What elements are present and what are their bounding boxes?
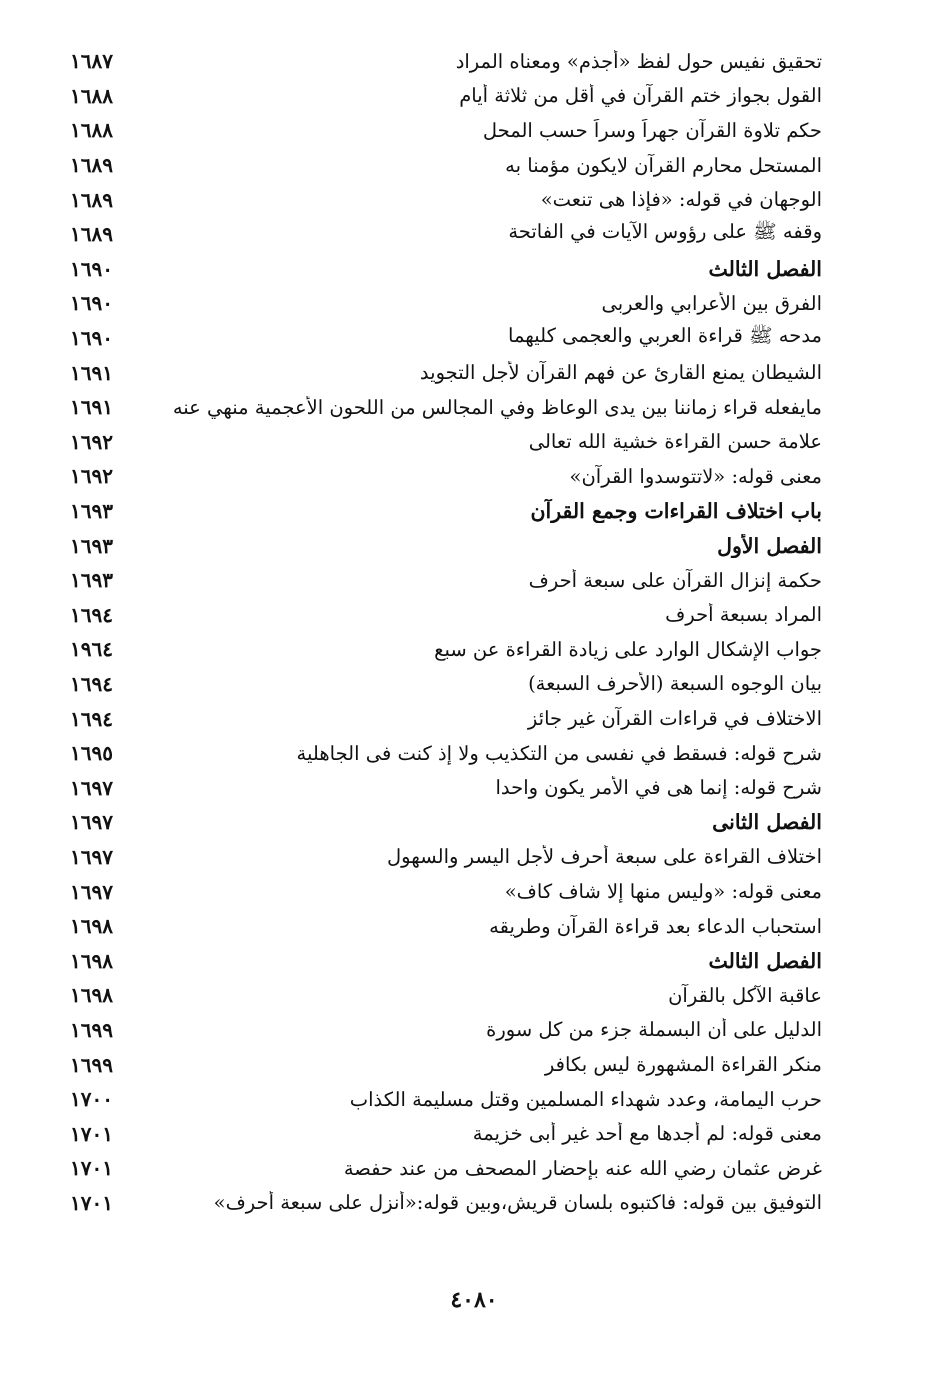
toc-page-number: ١٦٩٧ — [70, 844, 113, 869]
page-number-footer: ٤٠٨٠ — [450, 1287, 498, 1313]
toc-entry-title: حكمة إنزال القرآن على سبعة أحرف — [528, 568, 822, 592]
toc-entry-title: الوجهان في قوله: «فإذا هى تنعت» — [540, 188, 822, 212]
toc-entry-row — [70, 1013, 822, 1048]
toc-entry-title: معنى قوله: لم أجدها مع أحد غير أبى خزيمة — [472, 1122, 822, 1146]
toc-page-number: ١٦٩٧ — [70, 810, 113, 835]
toc-entry-row — [70, 736, 822, 771]
toc-entry-row — [70, 1082, 822, 1117]
toc-entry-title: المراد بسبعة أحرف — [665, 603, 822, 627]
toc-entry-row — [70, 390, 822, 425]
toc-page-number: ١٦٨٩ — [70, 153, 113, 178]
toc-page-number: ١٦٩١ — [70, 395, 113, 420]
toc-page-number: ١٦٩٩ — [70, 1052, 113, 1077]
toc-entry-title: الدليل على أن البسملة جزء من كل سورة — [486, 1018, 822, 1042]
toc-entry-row — [70, 321, 822, 356]
toc-page-number: ١٧٠٠ — [70, 1087, 113, 1112]
toc-heading-row — [70, 528, 822, 563]
toc-section-heading: الفصل الأول — [717, 533, 822, 558]
toc-entry-row — [70, 459, 822, 494]
toc-entry-row — [70, 632, 822, 667]
toc-section-heading: الفصل الثالث — [708, 948, 822, 973]
toc-entry-title: القول بجواز ختم القرآن في أقل من ثلاثة أيام — [459, 84, 822, 108]
toc-entry-title: علامة حسن القراءة خشية الله تعالى — [528, 430, 822, 454]
toc-entry-title: تحقيق نفيس حول لفظ «أجذم» ومعناه المراد — [455, 49, 822, 73]
toc-entry-row — [70, 425, 822, 460]
toc-page-number: ١٦٩٧ — [70, 879, 113, 904]
toc-entry-row — [70, 667, 822, 702]
toc-entry-title: منكر القراءة المشهورة ليس بكافر — [544, 1053, 822, 1077]
toc-page-number: ١٧٠١ — [70, 1190, 113, 1215]
toc-page-number: ١٦٩٤ — [70, 602, 113, 627]
toc-entry-title: استحباب الدعاء بعد قراءة القرآن وطريقه — [489, 914, 822, 938]
toc-entry-row — [70, 1186, 822, 1221]
toc-entry-row — [70, 113, 822, 148]
toc-page-number: ١٦٩٤ — [70, 671, 113, 696]
table-of-contents — [70, 44, 822, 1220]
toc-page-number: ١٦٩٢ — [70, 464, 113, 489]
toc-entry-title: الشيطان يمنع القارئ عن فهم القرآن لأجل التجويد — [419, 361, 822, 385]
toc-page-number: ١٦٩٣ — [70, 533, 113, 558]
toc-entry-row — [70, 840, 822, 875]
toc-entry-title: الفرق بين الأعرابي والعربى — [601, 291, 822, 315]
toc-entry-title: شرح قوله: فسقط في نفسى من التكذيب ولا إذ كنت فى الجاهلية — [296, 741, 822, 765]
toc-entry-title: بيان الوجوه السبعة (الأحرف السبعة) — [528, 672, 822, 696]
toc-section-heading: الفصل الثالث — [708, 256, 822, 281]
toc-entry-row — [70, 598, 822, 633]
toc-entry-title: معنى قوله: «لاتتوسدوا القرآن» — [569, 464, 822, 488]
toc-page-number: ١٦٨٩ — [70, 187, 113, 212]
toc-page-number: ١٦٨٧ — [70, 49, 113, 74]
toc-entry-title: مدحه ﷺ قراءة العربي والعجمى كليهما — [508, 324, 822, 348]
toc-page-number: ١٦٩٣ — [70, 568, 113, 593]
toc-page-number: ١٦٩٧ — [70, 775, 113, 800]
toc-page-number: ١٦٩٣ — [70, 499, 113, 524]
toc-entry-title: وقفه ﷺ على رؤوس الآيات في الفاتحة — [508, 220, 822, 244]
toc-page-number: ١٦٩٨ — [70, 983, 113, 1008]
toc-entry-row — [70, 79, 822, 114]
toc-entry-row — [70, 44, 822, 79]
toc-entry-title: جواب الإشكال الوارد على زيادة القراءة عن سبع — [434, 637, 822, 661]
toc-heading-row — [70, 494, 822, 529]
toc-entry-title: غرض عثمان رضي الله عنه بإحضار المصحف من عند حفصة — [343, 1156, 822, 1180]
toc-section-heading: باب اختلاف القراءات وجمع القرآن — [530, 499, 822, 524]
toc-entry-row — [70, 563, 822, 598]
toc-entry-row — [70, 1151, 822, 1186]
toc-page-number: ١٦٩٩ — [70, 1017, 113, 1042]
toc-entry-row — [70, 182, 822, 217]
toc-entry-row — [70, 978, 822, 1013]
toc-page-number: ١٧٠١ — [70, 1121, 113, 1146]
toc-page-number: ١٦٩٠ — [70, 326, 113, 351]
toc-entry-row — [70, 217, 822, 252]
toc-entry-title: حرب اليمامة، وعدد شهداء المسلمين وقتل مسليمة الكذاب — [349, 1087, 822, 1111]
toc-entry-title: التوفيق بين قوله: فاكتبوه بلسان قريش،وبين قوله:«أنزل على سبعة أحرف» — [213, 1191, 822, 1215]
toc-page-number: ١٦٩٨ — [70, 914, 113, 939]
toc-heading-row — [70, 252, 822, 287]
toc-page-number: ١٩٦٤ — [70, 637, 113, 662]
toc-page-number: ١٦٨٨ — [70, 83, 113, 108]
toc-entry-title: الاختلاف في قراءات القرآن غير جائز — [527, 707, 822, 731]
toc-page-number: ١٦٩٨ — [70, 948, 113, 973]
toc-page-number: ١٧٠١ — [70, 1156, 113, 1181]
toc-entry-row — [70, 701, 822, 736]
toc-entry-title: اختلاف القراءة على سبعة أحرف لأجل اليسر والسهول — [387, 845, 822, 869]
toc-heading-row — [70, 943, 822, 978]
toc-entry-title: شرح قوله: إنما هى في الأمر يكون واحدا — [495, 776, 822, 800]
toc-page-number: ١٦٩٤ — [70, 706, 113, 731]
toc-entry-title: عاقبة الآكل بالقرآن — [668, 983, 822, 1007]
toc-page-number: ١٦٩٢ — [70, 429, 113, 454]
toc-entry-row — [70, 355, 822, 390]
toc-entry-row — [70, 874, 822, 909]
toc-entry-title: مايفعله قراء زماننا بين يدى الوعاظ وفي المجالس من اللحون الأعجمية منهي عنه — [172, 395, 822, 419]
toc-entry-row — [70, 1047, 822, 1082]
toc-page-number: ١٦٨٨ — [70, 118, 113, 143]
toc-page-number: ١٦٩٠ — [70, 256, 113, 281]
toc-section-heading: الفصل الثانى — [712, 810, 822, 835]
toc-entry-title: حكم تلاوة القرآن جهراً وسراً حسب المحل — [482, 118, 822, 142]
toc-entry-row — [70, 770, 822, 805]
toc-entry-row — [70, 286, 822, 321]
toc-entry-title: المستحل محارم القرآن لايكون مؤمنا به — [505, 153, 822, 177]
toc-entry-row — [70, 148, 822, 183]
toc-page-number: ١٦٩٠ — [70, 291, 113, 316]
toc-page-number: ١٦٨٩ — [70, 222, 113, 247]
toc-entry-row — [70, 909, 822, 944]
toc-heading-row — [70, 805, 822, 840]
toc-page-number: ١٦٩٥ — [70, 741, 113, 766]
toc-entry-title: معنى قوله: «وليس منها إلا شاف كاف» — [504, 880, 822, 904]
toc-entry-row — [70, 1116, 822, 1151]
toc-page-number: ١٦٩١ — [70, 360, 113, 385]
